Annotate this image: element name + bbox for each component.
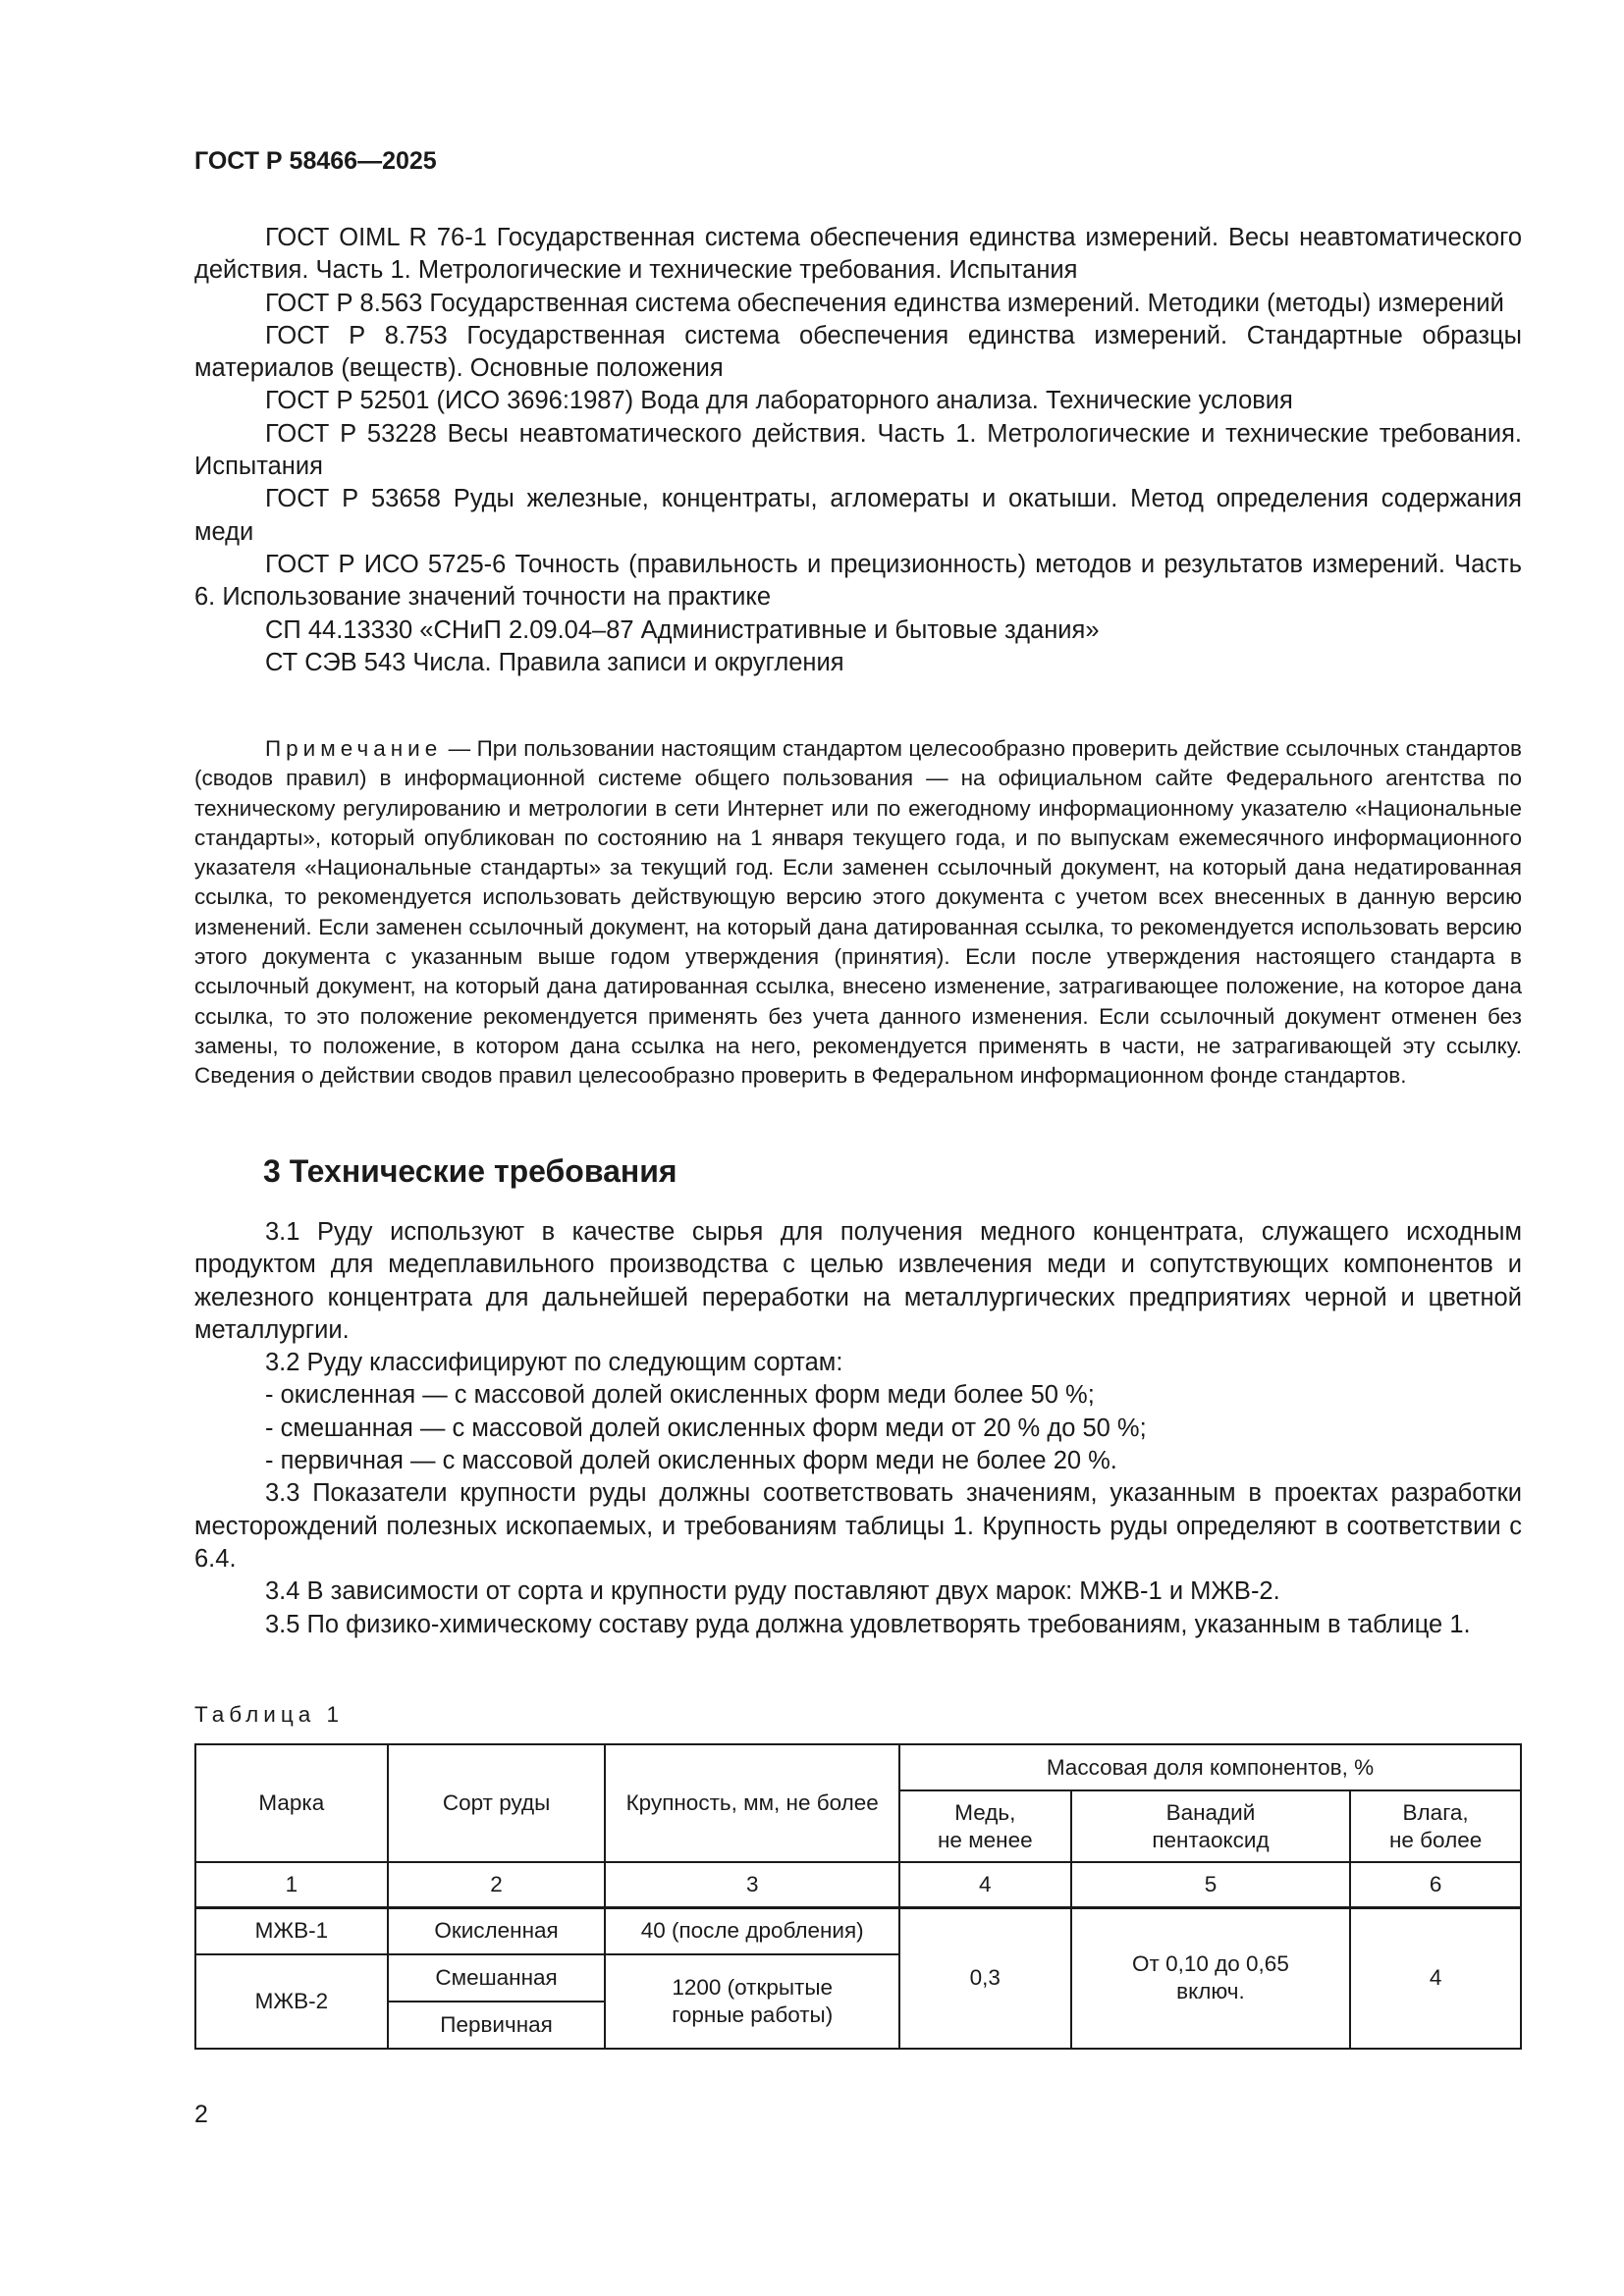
reference-item: ГОСТ Р 52501 (ИСО 3696:1987) Вода для лабораторного анализа. Технические условия	[265, 387, 1293, 415]
cell-size-1: 40 (после дробления)	[605, 1907, 899, 1954]
column-number: 6	[1350, 1862, 1521, 1907]
column-number: 1	[195, 1862, 388, 1907]
page-number: 2	[194, 2101, 208, 2128]
header-mark: Марка	[195, 1744, 388, 1862]
header-mass-fraction: Массовая доля компонентов, %	[899, 1744, 1521, 1790]
paragraph-3-5: 3.5 По физико-химическому составу руда должна удовлетворять требованиям, указанным в таблице 1.	[265, 1610, 1471, 1638]
list-item: - окисленная — с массовой долей окисленных форм меди более 50 %;	[265, 1381, 1095, 1410]
list-item: - первичная — с массовой долей окисленных форм меди не более 20 %.	[265, 1447, 1117, 1475]
cell-vanadium: От 0,10 до 0,65 включ.	[1071, 1907, 1351, 2049]
column-number: 3	[605, 1862, 899, 1907]
note-block	[194, 734, 1522, 1092]
table-caption: Таблица 1	[194, 1702, 344, 1727]
section-body	[194, 1216, 1522, 1641]
header-copper: Медь, не менее	[899, 1790, 1071, 1862]
paragraph-3-3: 3.3 Показатели крупности руды должны соответствовать значениям, указанным в проектах разработки месторождений полезных ископаемых, и требованиям таблицы 1. Крупность руды определяют в соответствии с 6.4.	[194, 1479, 1522, 1573]
document-header: ГОСТ Р 58466—2025	[194, 147, 437, 175]
reference-item: ГОСТ Р 53228 Весы неавтоматического действия. Часть 1. Метрологические и технические требования. Испытания	[194, 419, 1522, 481]
header-size: Крупность, мм, не более	[605, 1744, 899, 1862]
list-item: - смешанная — с массовой долей окисленных форм меди от 20 % до 50 %;	[265, 1414, 1147, 1442]
cell-copper: 0,3	[899, 1907, 1071, 2049]
note-text: — При пользовании настоящим стандартом целесообразно проверить действие ссылочных стандартов (сводов правил) в информационной системе общего пользования — на официальном сайте Федерального агентства по техническому регулированию и метрологии в сети Интернет или по ежегодному информационному указателю «Национальные стандарты», который опубликован по состоянию на 1 января текущего года, и по выпускам ежемесячного информационного указателя «Национальные стандарты» за текущий год. Если заменен ссылочный документ, на который дана недатированная ссылка, то рекомендуется использовать действующую версию этого документа с учетом всех внесенных в данную версию изменений. Если заменен ссылочный документ, на который дана датированная ссылка, то рекомендуется использовать версию этого документа с указанным выше годом утверждения (принятия). Если после утверждения настоящего стандарта в ссылочный документ, на который дана датированная ссылка, внесено изменение, затрагивающее положение, на которое дана ссылка, то это положение рекомендуется применять без учета данного изменения. Если ссылочный документ отменен без замены, то положение, в котором дана ссылка на него, рекомендуется применять в части, не затрагивающей эту ссылку. Сведения о действии сводов правил целесообразно проверить в Федеральном информационном фонде стандартов.	[194, 736, 1522, 1089]
column-number: 2	[388, 1862, 606, 1907]
reference-item: ГОСТ Р ИСО 5725-6 Точность (правильность и прецизионность) методов и результатов измерений. Часть 6. Использование значений точности на практике	[194, 550, 1522, 612]
reference-item: СТ СЭВ 543 Числа. Правила записи и округления	[265, 648, 844, 676]
reference-item: ГОСТ Р 53658 Руды железные, концентраты, агломераты и окатыши. Метод определения содержания меди	[194, 485, 1522, 546]
header-vanadium: Ванадий пентаоксид	[1071, 1790, 1351, 1862]
cell-grade-primary: Первичная	[388, 2002, 606, 2049]
cell-grade-oxidized: Окисленная	[388, 1907, 606, 1954]
cell-moisture: 4	[1350, 1907, 1521, 2049]
cell-grade-mixed: Смешанная	[388, 1954, 606, 2002]
note-label: Примечание	[265, 736, 443, 761]
cell-size-2: 1200 (открытые горные работы)	[605, 1954, 899, 2049]
reference-item: СП 44.13330 «СНиП 2.09.04–87 Административные и бытовые здания»	[265, 615, 1100, 644]
reference-item: ГОСТ Р 8.753 Государственная система обеспечения единства измерений. Стандартные образцы материалов (веществ). Основные положения	[194, 321, 1522, 383]
table-1	[194, 1743, 1522, 2050]
paragraph-3-2: 3.2 Руду классифицируют по следующим сортам:	[265, 1349, 843, 1377]
column-number: 4	[899, 1862, 1071, 1907]
note-paragraph	[194, 734, 1522, 1092]
normative-references	[194, 222, 1522, 679]
reference-item: ГОСТ Р 8.563 Государственная система обеспечения единства измерений. Методики (методы) измерений	[265, 289, 1504, 317]
paragraph-3-1: 3.1 Руду используют в качестве сырья для получения медного концентрата, служащего исходным продуктом для медеплавильного производства с целью извлечения меди и сопутствующих компонентов и железного концентрата для дальнейшей переработки на металлургических предприятиях черной и цветной металлургии.	[194, 1218, 1522, 1344]
cell-mark-2: МЖВ-2	[195, 1954, 388, 2049]
cell-mark-1: МЖВ-1	[195, 1907, 388, 1954]
column-number: 5	[1071, 1862, 1351, 1907]
header-grade: Сорт руды	[388, 1744, 606, 1862]
header-moisture: Влага, не более	[1350, 1790, 1521, 1862]
section-title: 3 Технические требования	[263, 1153, 677, 1189]
reference-item: ГОСТ OIML R 76-1 Государственная система обеспечения единства измерений. Весы неавтоматического действия. Часть 1. Метрологические и технические требования. Испытания	[194, 224, 1522, 285]
paragraph-3-4: 3.4 В зависимости от сорта и крупности руду поставляют двух марок: МЖВ-1 и МЖВ-2.	[265, 1577, 1280, 1606]
